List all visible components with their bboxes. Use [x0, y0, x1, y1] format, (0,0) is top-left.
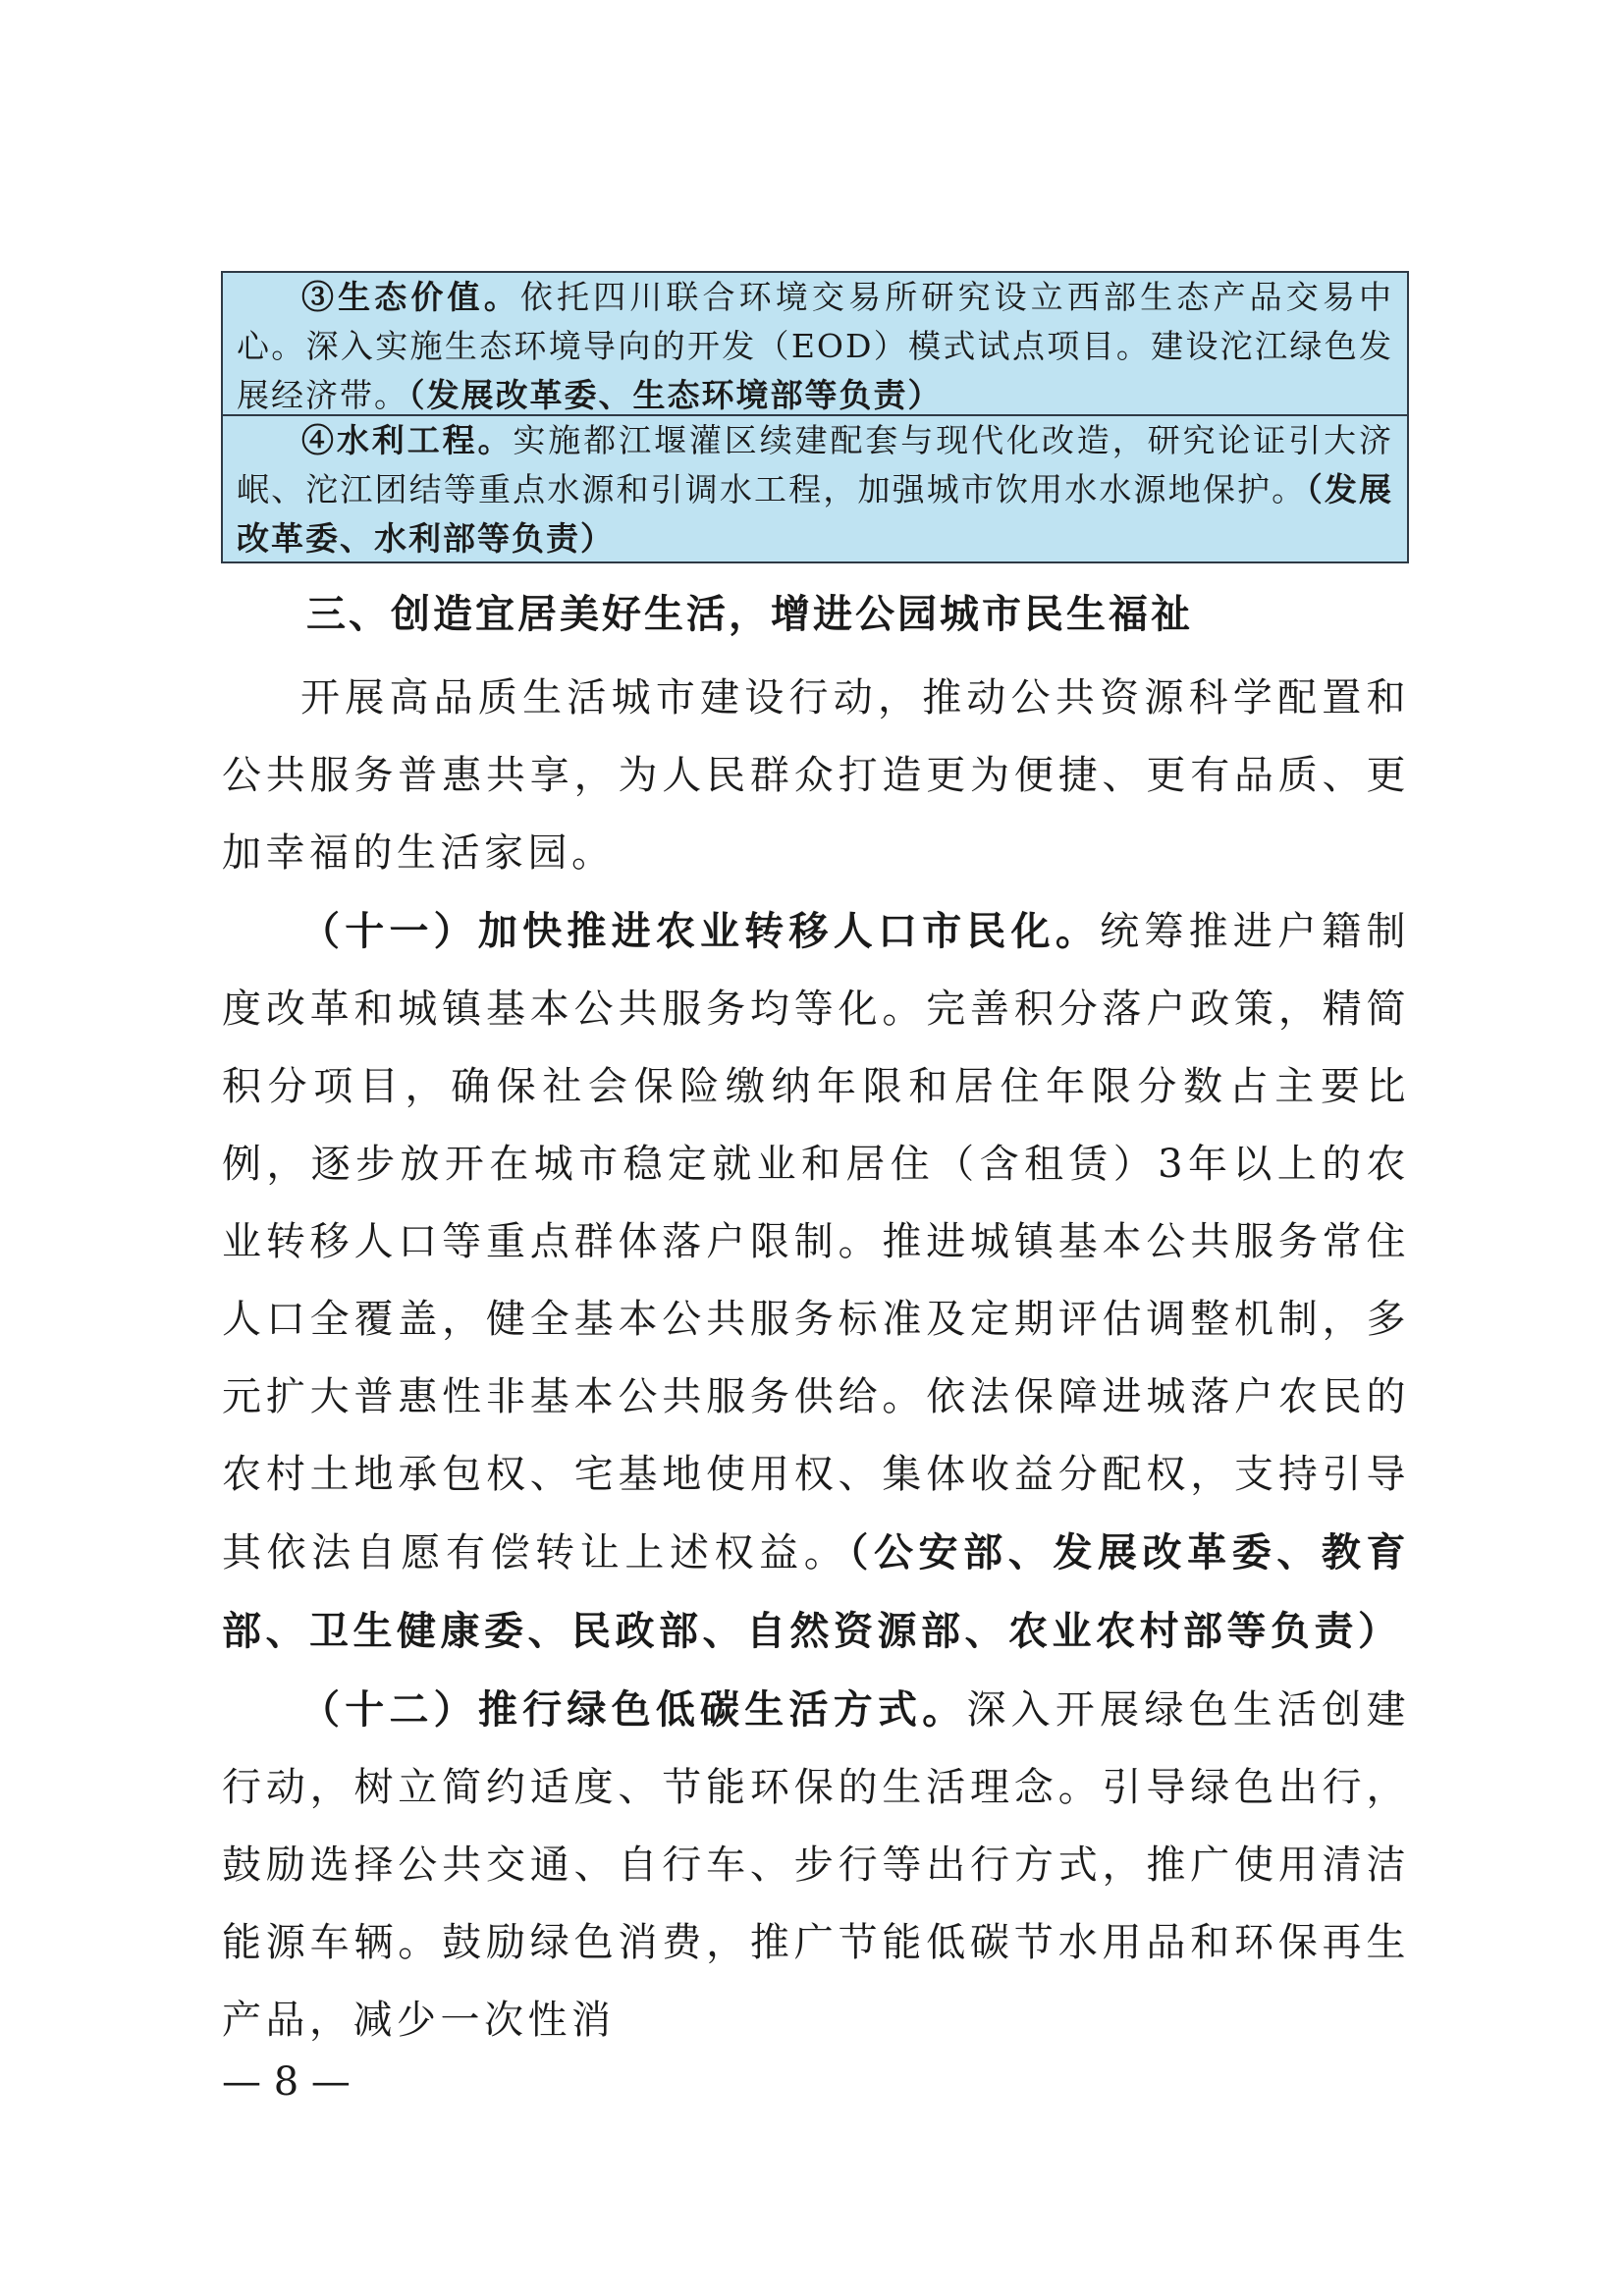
water-conservancy-title: ④水利工程。: [301, 421, 514, 459]
item-11-text: 统筹推进户籍制度改革和城镇基本公共服务均等化。完善积分落户政策，精简积分项目，确保社会保险缴纳年限和居住年限分数占主要比例，逐步放开在城市稳定就业和居住（含租赁）3年以上的农业转移人口等重点群体落户限制。推进城镇基本公共服务常住人口全覆盖，健全基本公共服务标准及定期评估调整机制，多元扩大普惠性非基本公共服务供给。依法保障进城落户农民的农村土地承包权、宅基地使用权、集体收益分配权，支持引导其依法自愿有偿转让上述权益。: [222, 909, 1410, 1575]
page-number: — 8 —: [222, 2059, 351, 2105]
item-12-text: 深入开展绿色生活创建行动，树立简约适度、节能环保的生活理念。引导绿色出行，鼓励选择公共交通、自行车、步行等出行方式，推广使用清洁能源车辆。鼓励绿色消费，推广节能低碳节水用品和环保再生产品，减少一次性消: [222, 1687, 1410, 2043]
water-conservancy-text: 实施都江堰灌区续建配套与现代化改造，研究论证引大济岷、沱江团结等重点水源和引调水工程，加强城市饮用水水源地保护。: [237, 421, 1394, 508]
intro-paragraph: 开展高品质生活城市建设行动，推动公共资源科学配置和公共服务普惠共享，为人民群众打造更为便捷、更有品质、更加幸福的生活家园。: [222, 675, 1410, 876]
ecological-value-responsible: （发展改革委、生态环境部等负责）: [408, 376, 943, 414]
section-heading: 三、创造宜居美好生活，增进公园城市民生福祉: [306, 592, 1193, 637]
item-11-responsible: （公安部、发展改革委、教育部、卫生健康委、民政部、自然资源部、农业农村部等负责）: [222, 1529, 1411, 1654]
water-conservancy-responsible: （发展改革委、水利部等负责）: [237, 470, 1394, 558]
water-conservancy-box: [221, 416, 1409, 563]
ecological-value-title: ③生态价值。: [301, 278, 520, 316]
water-conservancy-paragraph: [237, 416, 1393, 563]
ecological-value-paragraph: [237, 273, 1393, 420]
item-12-title: （十二）推行绿色低碳生活方式。: [300, 1686, 967, 1733]
item-11-paragraph: [222, 892, 1410, 1671]
item-12-paragraph: [222, 1671, 1410, 2059]
ecological-value-box: [221, 271, 1409, 416]
item-11-title: （十一）加快推进农业转移人口市民化。: [300, 908, 1101, 954]
ecological-value-text: 依托四川联合环境交易所研究设立西部生态产品交易中心。深入实施生态环境导向的开发（EOD）模式试点项目。建设沱江绿色发展经济带。: [237, 278, 1394, 414]
